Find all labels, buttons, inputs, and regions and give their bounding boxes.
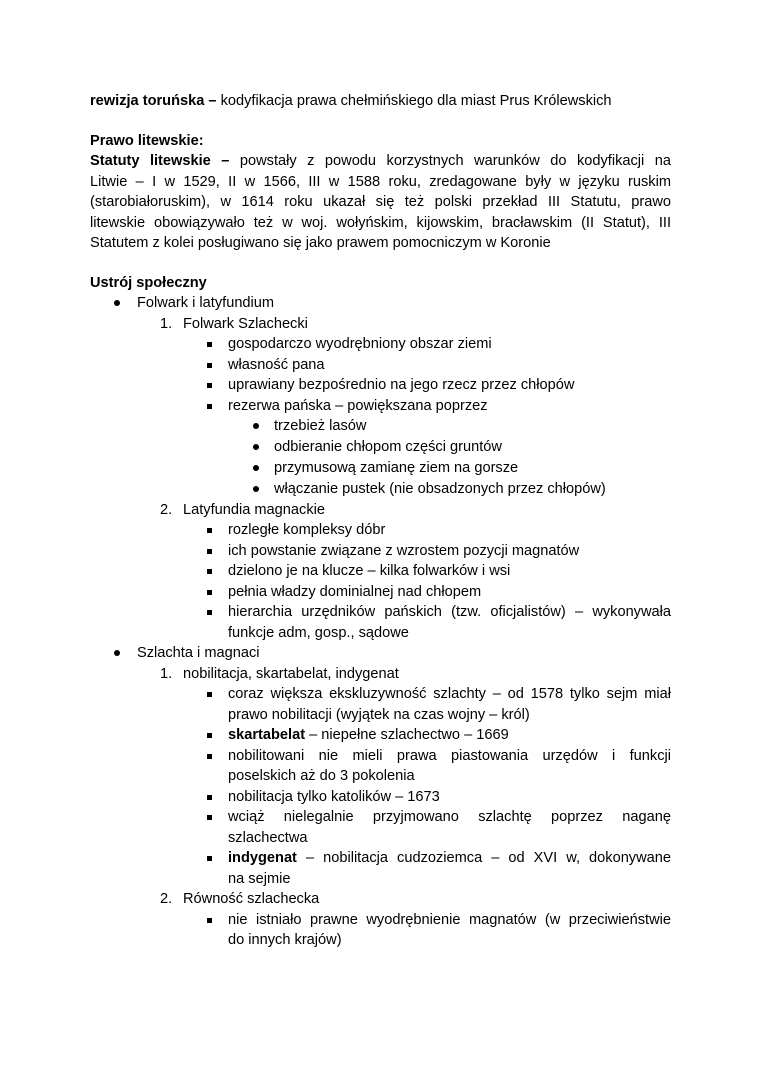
bullet-dot-icon (249, 416, 263, 436)
statuty-line-1: Statuty litewskie – powstały z powodu korzystnych warunków do kodyfikacji na (90, 153, 671, 169)
intro-term: rewizja toruńska – (90, 93, 217, 109)
statuty-line-4: litewskie obowiązywało też w woj. wołyńskim, kijowskim, bracławskim (II Statut), III (90, 215, 671, 231)
bullet-dot-icon (110, 293, 124, 313)
statuty-line-3: (starobiałoruskim), w 1614 roku ukazał się też polski przekład III Statutu, prawo (90, 194, 671, 210)
bullet-square-icon (202, 725, 216, 745)
bullet-square-icon (202, 582, 216, 602)
bullet-square-icon (202, 910, 216, 930)
statuty-line-2: Litwie – I w 1529, II w 1566, III w 1588 roku, zredagowane były w języku ruskim (90, 174, 671, 190)
indygenat-term: indygenat (228, 850, 297, 866)
bullet-square-icon (202, 334, 216, 354)
bullet-dot-icon (249, 458, 263, 478)
intro-line (90, 91, 671, 111)
skartabelat-term: skartabelat (228, 727, 306, 743)
bullet-dot-icon (249, 479, 263, 499)
bullet-square-icon (202, 541, 216, 561)
bullet-square-icon (202, 848, 216, 868)
bullet-square-icon (202, 684, 216, 704)
bullet-square-icon (202, 602, 216, 622)
bullet-square-icon (202, 807, 216, 827)
bullet-square-icon (202, 520, 216, 540)
statuty-term: Statuty litewskie – (90, 153, 230, 169)
intro-text: kodyfikacja prawa chełmińskiego dla miast Prus Królewskich (216, 93, 612, 109)
bullet-square-icon (202, 787, 216, 807)
bullet-square-icon (202, 746, 216, 766)
section-heading-prawo-litewskie: Prawo litewskie: (90, 133, 204, 149)
bullet-dot-icon (249, 437, 263, 457)
bullet-square-icon (202, 355, 216, 375)
bullet-square-icon (202, 396, 216, 416)
bullet-square-icon (202, 375, 216, 395)
bullet-dot-icon (110, 643, 124, 663)
statuty-line-5: Statutem z kolei posługiwano się jako prawem pomocniczym w Koronie (90, 235, 551, 251)
bullet-square-icon (202, 561, 216, 581)
section-heading-ustroj: Ustrój społeczny (90, 275, 207, 291)
